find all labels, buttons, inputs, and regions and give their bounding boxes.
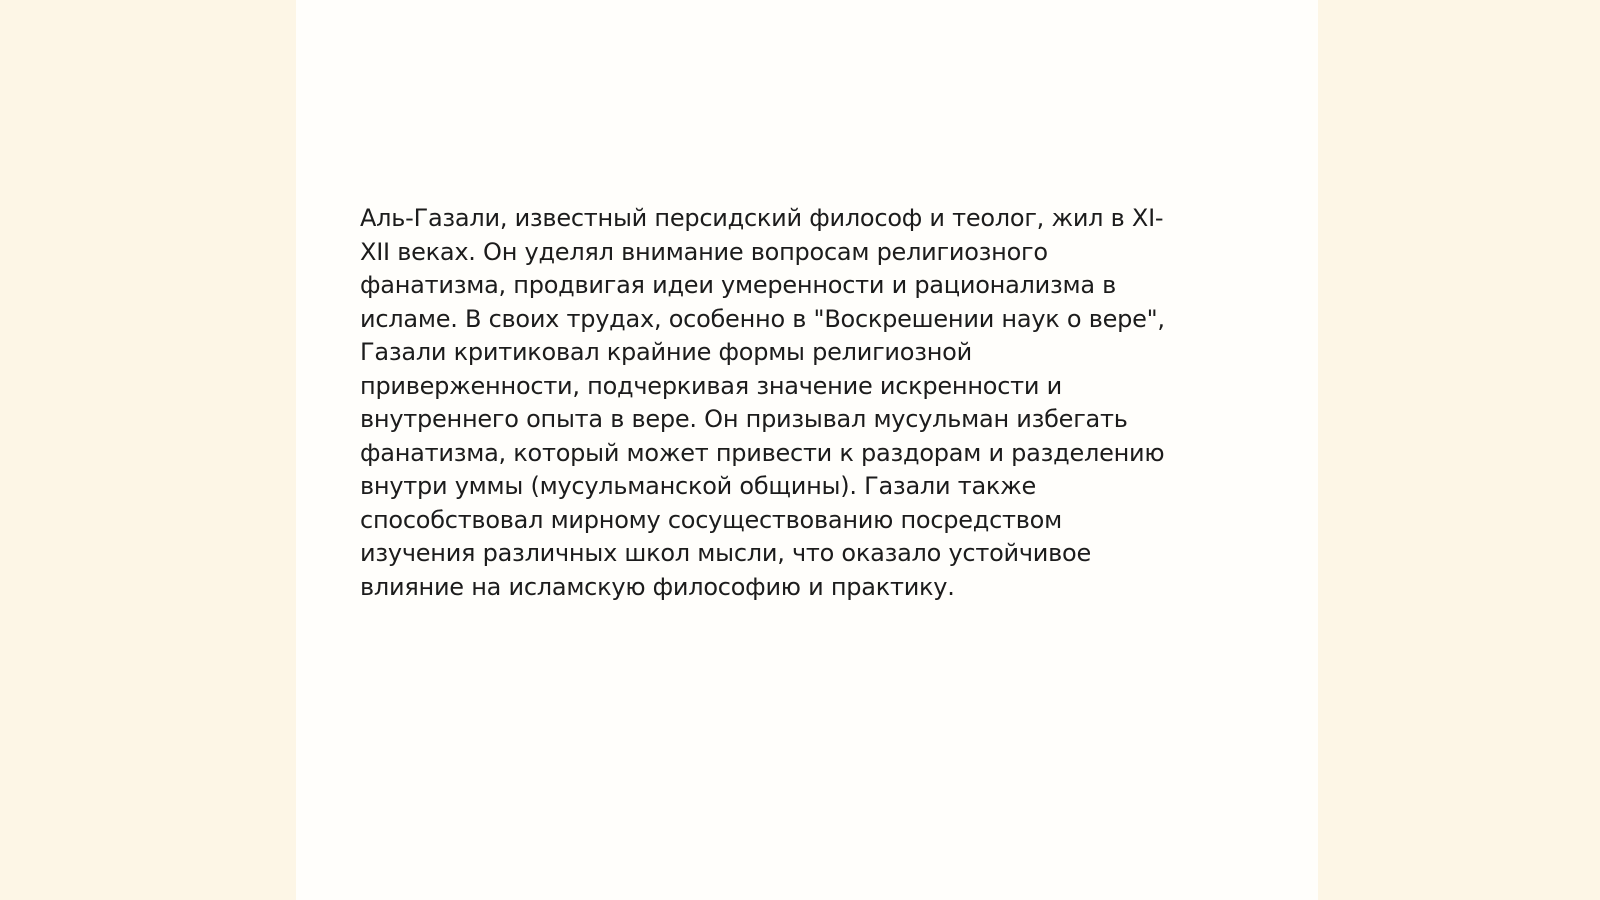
paragraph-line: изучения различных школ мысли, что оказало устойчивое: [360, 539, 1091, 567]
body-paragraph: [360, 202, 1255, 604]
paragraph-line: фанатизма, продвигая идеи умеренности и рационализма в: [360, 271, 1117, 299]
paragraph-line: Газали критиковал крайние формы религиозной: [360, 338, 972, 366]
paragraph-line: приверженности, подчеркивая значение искренности и: [360, 371, 1062, 400]
paragraph-line: внутреннего опыта в вере. Он призывал мусульман избегать: [360, 405, 1128, 433]
paragraph-line: внутри уммы (мусульманской общины). Газали также: [360, 472, 1037, 500]
paragraph-line: влияние на исламскую философию и практику.: [360, 572, 955, 601]
paragraph-line: Аль-Газали, известный персидский философ и теолог, жил в XI-: [360, 204, 1164, 232]
document-page: [296, 0, 1318, 900]
paragraph-line: способствовал мирному сосуществованию посредством: [360, 505, 1062, 534]
paragraph-line: исламе. В своих трудах, особенно в "Воскрешении наук о вере",: [360, 304, 1165, 333]
paragraph-line: XII веках. Он уделял внимание вопросам религиозного: [360, 237, 1048, 266]
paragraph-line: фанатизма, который может привести к раздорам и разделению: [360, 438, 1165, 467]
